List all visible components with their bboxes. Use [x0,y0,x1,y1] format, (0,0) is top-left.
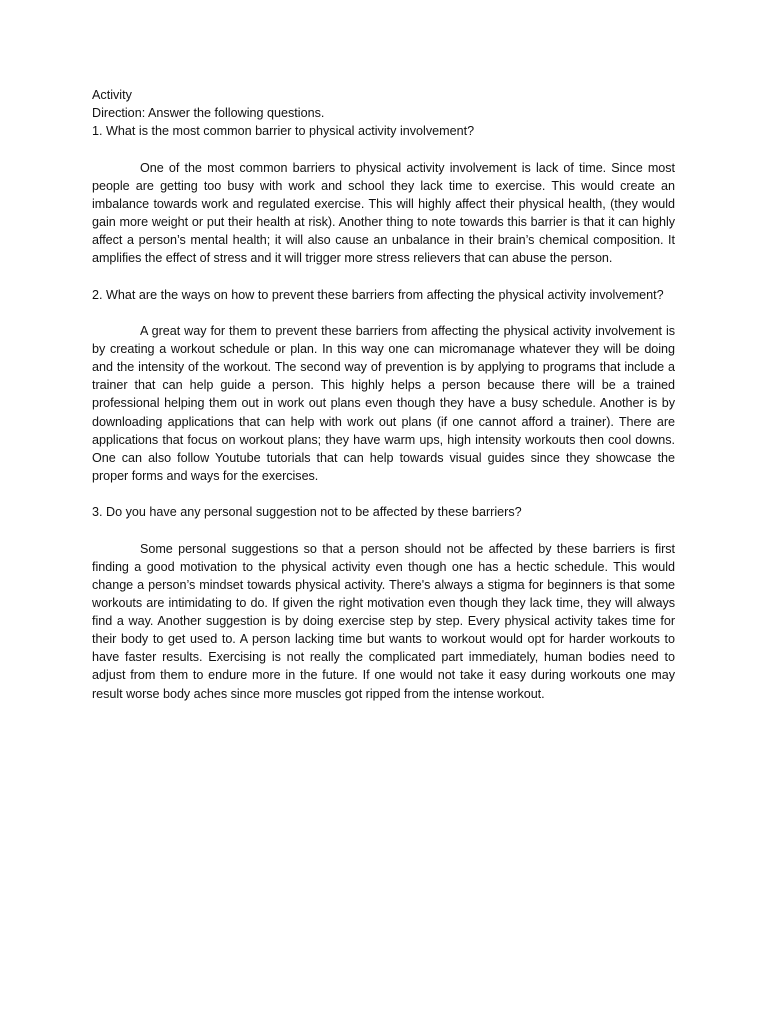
spacer [92,140,675,158]
document-page [92,86,675,703]
spacer [92,304,675,322]
spacer [92,521,675,539]
question-3: 3. Do you have any personal suggestion not to be affected by these barriers? [92,505,522,520]
direction-text: Direction: Answer the following questions. [92,106,325,121]
answer-1: One of the most common barriers to physical activity involvement is lack of time. Since most people are getting too busy with work and school they lack time to exercise. This would create an imbalance towards work and regulated exercise. This will highly affect their physical health, (they would gain more weight or put their health at risk). Another thing to note towards this barrier is that it can highly affect a person’s mental health; it will also cause an unbalance in their brain’s chemical composition. It amplifies the effect of stress and it will trigger more stress relievers that can abuse the person. [92,160,675,266]
answer-2: A great way for them to prevent these barriers from affecting the physical activity involvement is by creating a workout schedule or plan. In this way one can micromanage whatever they will be doing and the intensity of the workout. The second way of prevention is by applying to programs that include a trainer that can help guide a person. This highly helps a person because there will be a trained professional helping them out in work out plans even though they have a busy schedule. Another is by downloading applications that can help with work out plans (if one cannot afford a trainer). There are applications that focus on workout plans; they have warm ups, high intensity workouts then cool downs. One can also follow Youtube tutorials that can help towards visual guides since they showcase the proper forms and ways for the exercises. [92,324,675,483]
spacer [92,267,675,285]
spacer [92,485,675,503]
answer-3: Some personal suggestions so that a person should not be affected by these barriers is first finding a good motivation to the physical activity even though one has a hectic schedule. This would change a person’s mindset towards physical activity. There's always a stigma for beginners is that some workouts are intimidating to do. If given the right motivation even though they lack time, they will always find a way. Another suggestion is by doing exercise step by step. Every physical activity takes time for their body to get used to. A person lacking time but wants to workout would opt for harder workouts to have faster results. Exercising is not really the complicated part immediately, human bodies need to adjust from them to endure more in the future. If one would not take it easy during workouts one may result worse body aches since more muscles got ripped from the intense workout. [92,541,675,701]
activity-heading: Activity [92,88,132,102]
question-1: 1. What is the most common barrier to physical activity involvement? [92,124,475,139]
question-2: 2. What are the ways on how to prevent these barriers from affecting the physical activity involvement? [92,287,664,302]
